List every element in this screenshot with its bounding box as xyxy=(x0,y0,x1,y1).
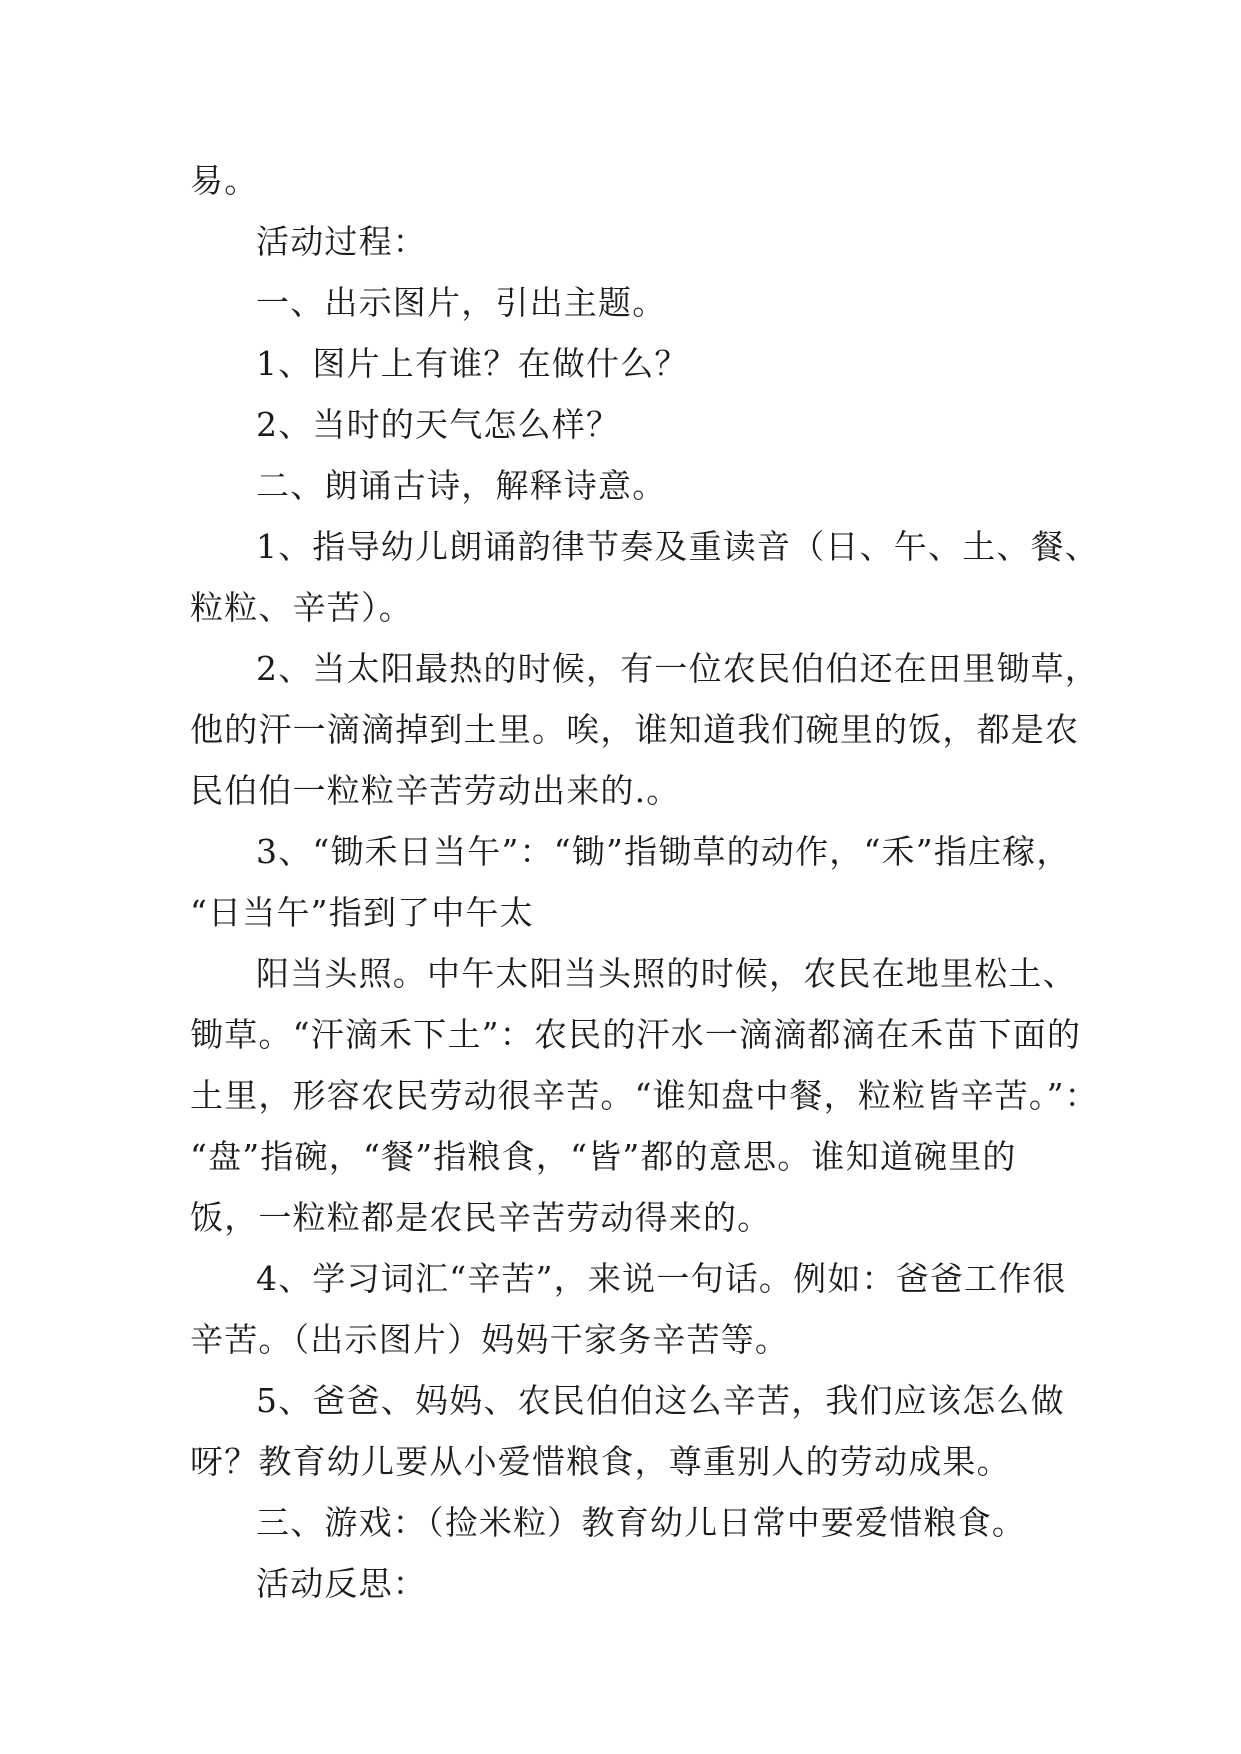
text-line: 民伯伯一粒粒辛苦劳动出来的.。 xyxy=(190,771,681,810)
text-line: 4、学习词汇“辛苦”，来说一句话。例如：爸爸工作很 xyxy=(256,1259,1067,1298)
document-body xyxy=(190,150,1099,1614)
text-line: 活动反思： xyxy=(256,1564,427,1603)
text-line: 2、当太阳最热的时候，有一位农民伯伯还在田里锄草， xyxy=(256,649,1099,688)
text-line: “日当午”指到了中午太 xyxy=(190,893,534,932)
text-line: 饭，一粒粒都是农民辛苦劳动得来的。 xyxy=(190,1198,772,1237)
text-line: 二、朗诵古诗，解释诗意。 xyxy=(256,466,667,505)
text-line: 一、出示图片，引出主题。 xyxy=(256,283,667,322)
text-line: 易。 xyxy=(190,161,259,200)
text-line: 3、“锄禾日当午”：“锄”指锄草的动作，“禾”指庄稼， xyxy=(256,832,1071,871)
text-line: 呀？教育幼儿要从小爱惜粮食，尊重别人的劳动成果。 xyxy=(190,1442,1011,1481)
text-line: 活动过程： xyxy=(256,222,427,261)
text-line: 阳当头照。中午太阳当头照的时候，农民在地里松土、 xyxy=(256,954,1077,993)
text-line: 他的汗一滴滴掉到土里。唉，谁知道我们碗里的饭，都是农 xyxy=(190,710,1080,749)
text-line: 1、图片上有谁？在做什么？ xyxy=(256,344,689,383)
text-line: 5、爸爸、妈妈、农民伯伯这么辛苦，我们应该怎么做 xyxy=(256,1381,1065,1420)
text-line: 辛苦。（出示图片）妈妈干家务辛苦等。 xyxy=(190,1320,790,1359)
text-line: 粒粒、辛苦）。 xyxy=(190,588,413,627)
text-line: 1、指导幼儿朗诵韵律节奏及重读音（日、午、土、餐、 xyxy=(256,527,1099,566)
text-line: 土里，形容农民劳动很辛苦。“谁知盘中餐，粒粒皆辛苦。”： xyxy=(190,1076,1099,1115)
text-line: “盘”指碗，“餐”指粮食，“皆”都的意思。谁知道碗里的 xyxy=(190,1137,1017,1176)
text-line: 2、当时的天气怎么样？ xyxy=(256,405,621,444)
text-line: 三、游戏：（捡米粒）教育幼儿日常中要爱惜粮食。 xyxy=(256,1503,1027,1542)
text-line: 锄草。“汗滴禾下土”：农民的汗水一滴滴都滴在禾苗下面的 xyxy=(190,1015,1082,1054)
